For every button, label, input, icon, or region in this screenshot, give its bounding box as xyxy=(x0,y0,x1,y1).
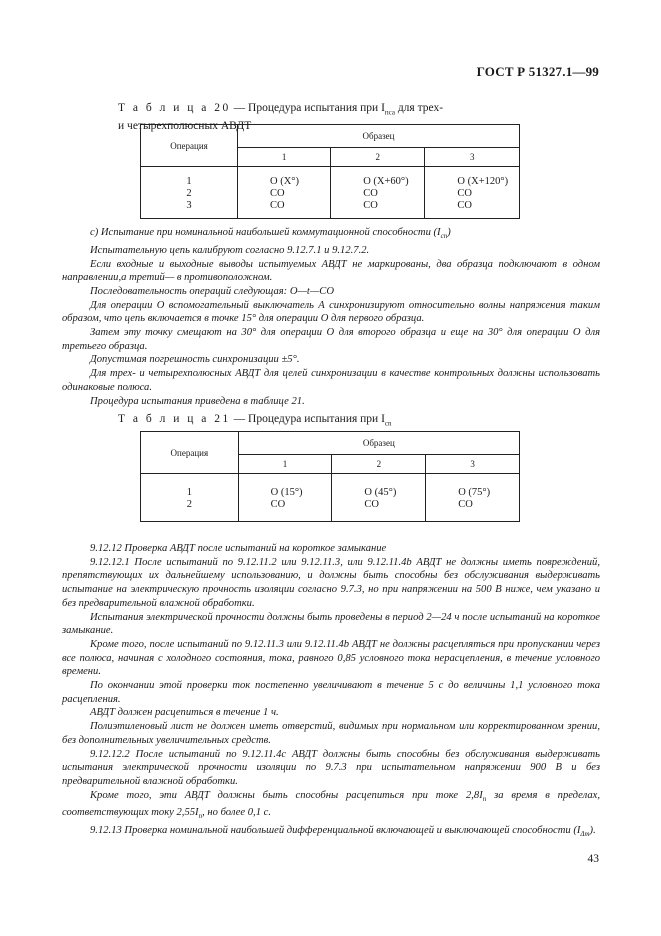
paragraph: 9.12.12.2 После испытаний по 9.12.11.4c АВДТ должны быть способны без обслуживания выдерживать испытания электрической прочности изоляции по 9.7.3 при испытательном напряжении 900 В и без предварительной влажной обработки. xyxy=(62,748,600,787)
table20-value: O (X+60°) xyxy=(363,175,409,187)
table20-sample2-cell xyxy=(331,167,425,219)
table21-value: CO xyxy=(364,498,380,510)
paragraph-text: за время в пределах, соответствующих току 2,55I xyxy=(62,789,600,819)
paragraph xyxy=(62,824,600,842)
table20-caption-tail: для трех- xyxy=(394,102,444,114)
paragraph: Если входные и выходные выводы испытуемых АВДТ не маркированы, два образца подключают в одном направлении,а третий— в противоположном. xyxy=(62,258,600,284)
table21-col-sample: Образец xyxy=(238,432,519,455)
paragraph-text: Кроме того, эти АВДТ должны быть способны расцепиться при токе 2,8I xyxy=(90,789,483,801)
table20-op-numbers xyxy=(141,167,238,219)
table20-value: O (X°) xyxy=(270,175,299,187)
table21-op-num: 1 xyxy=(186,486,192,498)
table20-value: CO xyxy=(457,199,472,211)
table21-value: O (15°) xyxy=(270,486,303,498)
table21-sample3-cell xyxy=(426,474,520,522)
table20-value: CO xyxy=(363,199,378,211)
table20-sample3-cell xyxy=(425,167,520,219)
section-c-heading xyxy=(62,226,600,244)
paragraph: Для трех- и четырехполюсных АВДТ для целей синхронизации в качестве контрольных должны использовать одинаковые полюса. xyxy=(62,368,600,393)
paragraph: Последовательность операций следующая: O—t—CO xyxy=(90,285,335,297)
table21-sample2-cell xyxy=(332,474,426,522)
paragraph: Допустимая погрешность синхронизации ±5°. xyxy=(90,354,300,366)
subscript: n xyxy=(198,812,203,821)
table21-caption-lead: Т а б л и ц а 21 xyxy=(118,413,231,425)
table21-caption-rest: — Процедура испытания при I xyxy=(230,413,385,425)
paragraph: Процедура испытания приведена в таблице 21. xyxy=(90,395,305,407)
subscript: Δm xyxy=(580,830,590,839)
paragraph: По окончании этой проверки ток постепенно увеличивают в течение 5 с до величины 1,1 условного тока расцепления. xyxy=(62,680,600,705)
table20-value: O (X+120°) xyxy=(457,175,509,187)
table20-op-num: 2 xyxy=(186,187,192,199)
subscript: n xyxy=(482,794,487,803)
table20-value: CO xyxy=(270,199,285,211)
paragraph: Испытания электрической прочности должны быть проведены в период 2—24 ч после испытаний на короткое замыкание. xyxy=(62,611,600,637)
table20-caption-lead: Т а б л и ц а 20 xyxy=(118,102,231,114)
table20-op-num: 3 xyxy=(186,199,192,211)
table20-sample-num: 1 xyxy=(238,148,331,167)
table21-sample-num: 3 xyxy=(426,455,520,474)
table20-col-operation: Операция xyxy=(141,125,238,167)
table20-col-sample: Образец xyxy=(238,125,520,148)
table21-op-num: 2 xyxy=(186,498,192,510)
table21-sample-num: 1 xyxy=(238,455,332,474)
table21-caption xyxy=(118,412,392,430)
paragraph: 9.12.12 Проверка АВДТ после испытаний на короткое замыкание xyxy=(90,543,387,554)
table21-caption-sub: cn xyxy=(384,419,392,428)
paragraph: Для операции O вспомогательный выключатель А синхронизируют относительно волны напряжения таким образом, что цепь включается в точке 15° для операции O для первого образца. xyxy=(62,299,600,325)
table20-caption-line2: и четырехполюсных АВДТ xyxy=(118,120,252,133)
table21-sample-num: 2 xyxy=(332,455,426,474)
table21-sample1-cell xyxy=(238,474,332,522)
table20-value: CO xyxy=(457,187,472,199)
table20-sample1-cell xyxy=(238,167,331,219)
paragraph: Кроме того, после испытаний по 9.12.11.3 или 9.12.11.4b АВДТ не должны расцепляться при пропускании через все полюса, начиная с холодного состояния, тока, равного 0,85 условного тока нерасцепления, в течение условного времени. xyxy=(62,638,600,678)
standard-header: ГОСТ Р 51327.1—99 xyxy=(476,64,599,79)
table20-sample-num: 2 xyxy=(331,148,425,167)
table-21 xyxy=(140,431,520,522)
section-c-heading-sub: cn xyxy=(440,232,448,241)
table21-col-operation: Операция xyxy=(141,432,239,474)
section-c-heading-text: c) Испытание при номинальной наибольшей коммутационной способности (I xyxy=(90,227,441,238)
paragraph: Полиэтиленовый лист не должен иметь отверстий, видимых при нормальном или корректированном зрении, без дополнительных увеличительных средств. xyxy=(62,721,600,746)
table21-value: CO xyxy=(458,498,473,510)
page-number: 43 xyxy=(587,853,599,865)
table-20 xyxy=(140,124,520,219)
paragraph: АВДТ должен расцепиться в течение 1 ч. xyxy=(90,707,279,719)
paragraph: Испытательную цепь калибруют согласно 9.12.7.1 и 9.12.7.2. xyxy=(90,244,370,256)
paragraph: 9.12.12.1 После испытаний по 9.12.11.2 или 9.12.11.3, или 9.12.11.4b АВДТ не должны иметь повреждений, препятствующих их дальнейшему использованию, и должны быть способны без обслуживания выдерживать испытание на электрическую прочность изоляции согласно 9.7.3, но при напряжении на 500 В ниже, чем указано и без предварительной влажной обработки. xyxy=(62,556,600,609)
table21-value: O (45°) xyxy=(364,486,397,498)
table21-value: CO xyxy=(270,498,286,510)
section-c xyxy=(62,226,600,408)
table20-op-num: 1 xyxy=(186,175,192,187)
table20-value: CO xyxy=(270,187,285,199)
section-9-12-12 xyxy=(62,542,600,842)
table20-caption-rest: — Процедура испытания при I xyxy=(230,102,385,114)
table21-op-numbers xyxy=(141,474,239,522)
table20-sample-num: 3 xyxy=(425,148,520,167)
paragraph xyxy=(62,789,600,825)
section-c-heading-tail: ) xyxy=(447,227,451,238)
table21-value: O (75°) xyxy=(458,486,491,498)
table20-caption-sub: пса xyxy=(384,108,395,117)
paragraph-text: , но более 0,1 с. xyxy=(202,807,271,819)
paragraph: Затем эту точку смещают на 30° для операции O для второго образца и еще на 30° для операции O для третьего образца. xyxy=(62,327,600,352)
paragraph-text: ). xyxy=(589,825,596,837)
table20-value: CO xyxy=(363,187,378,199)
paragraph-text: 9.12.13 Проверка номинальной наибольшей дифференциальной включающей и выключающей способности (I xyxy=(90,825,581,837)
